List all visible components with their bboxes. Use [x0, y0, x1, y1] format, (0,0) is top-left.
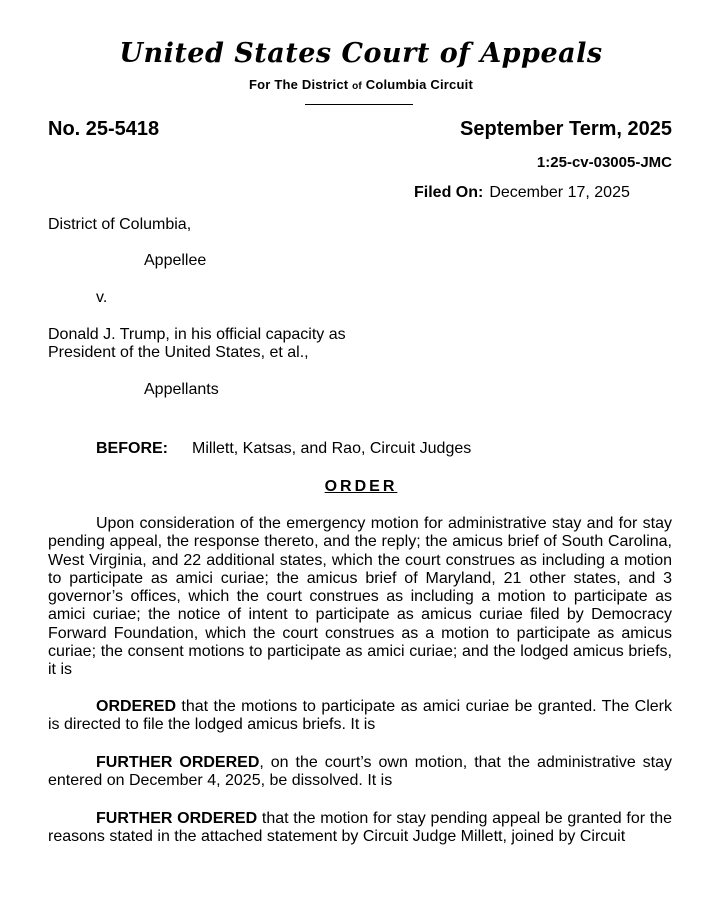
panel-judges: Millett, Katsas, and Rao, Circuit Judges [192, 440, 472, 457]
filed-on [414, 184, 630, 202]
header-divider [305, 104, 413, 105]
order-heading: ORDER [324, 478, 398, 495]
appellee-name: District of Columbia, [48, 216, 192, 233]
appellants-role: Appellants [144, 381, 219, 398]
order-paragraph-consideration: Upon consideration of the emergency motion for administrative stay and for stay pending appeal, the response thereto, and the reply; the amicus brief of South Carolina, West Virginia, and 22 additional states, which the court construes as including a motion to participate as amici curiae; the amicus brief of Maryland, 21 other states, and 3 governor’s offices, which the court construes as including a motion to participate as amici curiae; the notice of intent to participate as amicus curiae filed by Democracy Forward Foundation, which the court construes as a motion to participate as amicus curiae; the consent motions to participate as amici curiae; and the lodged amicus briefs, it is [48, 515, 672, 679]
further-ordered-keyword-2: FURTHER ORDERED [96, 810, 258, 827]
filed-label: Filed On: [414, 184, 484, 201]
filed-date: December 17, 2025 [489, 184, 630, 201]
docket-number: 1:25-cv-03005-JMC [536, 154, 672, 171]
case-number: No. 25-5418 [48, 118, 160, 140]
appellant-name-line2: President of the United States, et al., [48, 344, 309, 361]
versus: v. [96, 289, 108, 306]
circuit-columbia: Columbia Circuit [365, 77, 473, 92]
appellee-role: Appellee [144, 252, 207, 269]
order-paragraph-stay-pending-appeal [48, 810, 672, 847]
ordered-keyword: ORDERED [96, 698, 177, 715]
before-label: BEFORE: [96, 440, 168, 457]
order-paragraph-administrative-stay [48, 754, 672, 791]
court-title: United States Court of Appeals [119, 38, 603, 69]
circuit-of: of [352, 81, 362, 92]
circuit-district: District [301, 77, 349, 92]
circuit-name [0, 77, 722, 92]
further-ordered-text: , on the court’s own motion, that the administrative stay entered on December 4, 2025, be dissolved. It is [48, 754, 673, 790]
appellant-name-line1: Donald J. Trump, in his official capacity as [48, 326, 346, 343]
ordered-text: that the motions to participate as amici curiae be granted. The Clerk is directed to file the lodged amicus briefs. It is [48, 698, 672, 734]
circuit-for: For The [249, 77, 299, 92]
further-ordered-keyword: FURTHER ORDERED [96, 754, 260, 771]
order-paragraph-amici [48, 698, 672, 735]
further-ordered-text-2: that the motion for stay pending appeal be granted for the reasons stated in the attached statement by Circuit Judge Millett, joined by Circuit [48, 810, 673, 846]
court-term: September Term, 2025 [460, 118, 672, 140]
